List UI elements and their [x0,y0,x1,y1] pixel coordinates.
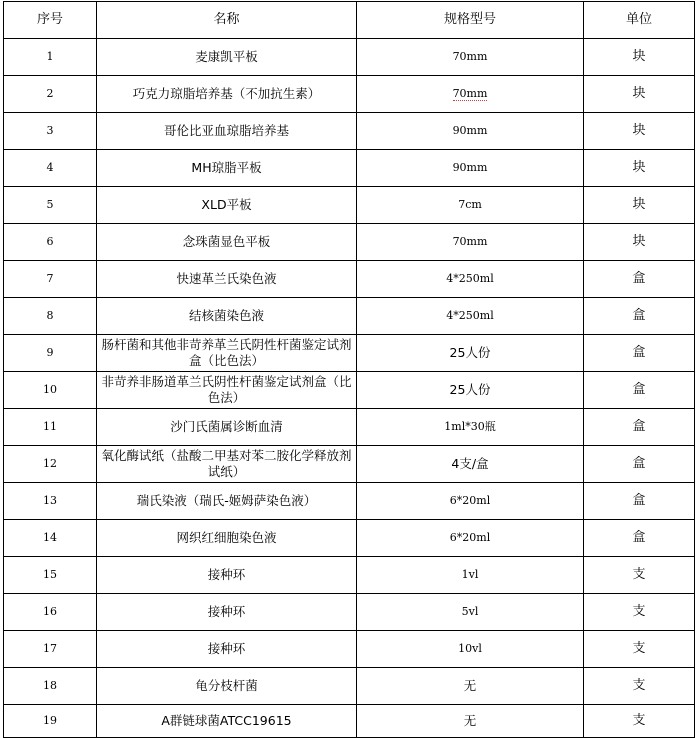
row-no: 19 [4,705,97,738]
row-no: 12 [4,446,97,483]
row-no: 1 [4,39,97,76]
row-spec: 1ml*30瓶 [357,409,584,446]
header-row [4,2,695,39]
table-row [4,150,695,187]
row-spec: 25人份 [357,335,584,372]
row-unit: 支 [584,668,695,705]
row-unit: 支 [584,631,695,668]
table-row [4,631,695,668]
row-spec: 70mm [357,224,584,261]
row-no: 17 [4,631,97,668]
table-row [4,668,695,705]
row-unit: 块 [584,187,695,224]
row-unit: 盒 [584,261,695,298]
row-spec: 70mm [357,39,584,76]
row-no: 10 [4,372,97,409]
row-no: 7 [4,261,97,298]
row-unit: 块 [584,224,695,261]
row-name: 接种环 [97,557,357,594]
table-row [4,39,695,76]
row-name: 网织红细胞染色液 [97,520,357,557]
row-name: 接种环 [97,631,357,668]
row-spec: 25人份 [357,372,584,409]
row-spec: 无 [357,668,584,705]
row-name: XLD平板 [97,187,357,224]
table-row [4,594,695,631]
row-no: 18 [4,668,97,705]
row-unit: 块 [584,39,695,76]
row-unit: 盒 [584,446,695,483]
row-spec: 5vl [357,594,584,631]
row-name: MH琼脂平板 [97,150,357,187]
row-unit: 块 [584,76,695,113]
header-unit: 单位 [584,2,695,39]
row-unit: 块 [584,150,695,187]
row-spec: 无 [357,705,584,738]
table-row [4,261,695,298]
table-row [4,705,695,738]
row-spec: 6*20ml [357,483,584,520]
row-unit: 盒 [584,335,695,372]
table-row [4,409,695,446]
row-spec: 10vl [357,631,584,668]
row-name: 肠杆菌和其他非苛养革兰氏阴性杆菌鉴定试剂盒（比色法） [97,335,357,372]
row-no: 6 [4,224,97,261]
row-spec [357,76,584,113]
reagent-spec-table [3,1,695,738]
row-spec: 4*250ml [357,298,584,335]
table-row [4,113,695,150]
row-no: 2 [4,76,97,113]
row-no: 15 [4,557,97,594]
row-name: 念珠菌显色平板 [97,224,357,261]
table-row [4,520,695,557]
row-name: A群链球菌ATCC19615 [97,705,357,738]
row-name: 结核菌染色液 [97,298,357,335]
row-no: 13 [4,483,97,520]
row-no: 11 [4,409,97,446]
row-unit: 盒 [584,483,695,520]
row-no: 4 [4,150,97,187]
row-name: 氧化酶试纸（盐酸二甲基对苯二胺化学释放剂试纸） [97,446,357,483]
row-spec-text: 70mm [452,87,488,100]
table-row [4,298,695,335]
row-spec: 7cm [357,187,584,224]
row-name: 瑞氏染液（瑞氏-姬姆萨染色液） [97,483,357,520]
row-unit: 支 [584,705,695,738]
row-name: 快速革兰氏染色液 [97,261,357,298]
table-row [4,446,695,483]
row-no: 8 [4,298,97,335]
row-no: 3 [4,113,97,150]
row-spec: 90mm [357,113,584,150]
table-row [4,224,695,261]
header-spec: 规格型号 [357,2,584,39]
row-unit: 支 [584,594,695,631]
row-unit: 盒 [584,409,695,446]
row-name: 巧克力琼脂培养基（不加抗生素） [97,76,357,113]
table-row [4,76,695,113]
row-unit: 盒 [584,372,695,409]
row-spec: 1vl [357,557,584,594]
row-unit: 支 [584,557,695,594]
header-name: 名称 [97,2,357,39]
table-row [4,335,695,372]
row-name: 龟分枝杆菌 [97,668,357,705]
row-no: 9 [4,335,97,372]
table-row [4,187,695,224]
row-no: 16 [4,594,97,631]
row-unit: 盒 [584,520,695,557]
row-spec: 6*20ml [357,520,584,557]
row-unit: 块 [584,113,695,150]
row-no: 14 [4,520,97,557]
table-row [4,483,695,520]
row-name: 非苛养非肠道革兰氏阴性杆菌鉴定试剂盒（比色法） [97,372,357,409]
row-spec: 90mm [357,150,584,187]
row-spec: 4*250ml [357,261,584,298]
table-row [4,372,695,409]
row-spec: 4支/盒 [357,446,584,483]
row-name: 沙门氏菌属诊断血清 [97,409,357,446]
row-name: 接种环 [97,594,357,631]
row-unit: 盒 [584,298,695,335]
row-no: 5 [4,187,97,224]
table-row [4,557,695,594]
row-name: 哥伦比亚血琼脂培养基 [97,113,357,150]
header-no: 序号 [4,2,97,39]
row-name: 麦康凯平板 [97,39,357,76]
